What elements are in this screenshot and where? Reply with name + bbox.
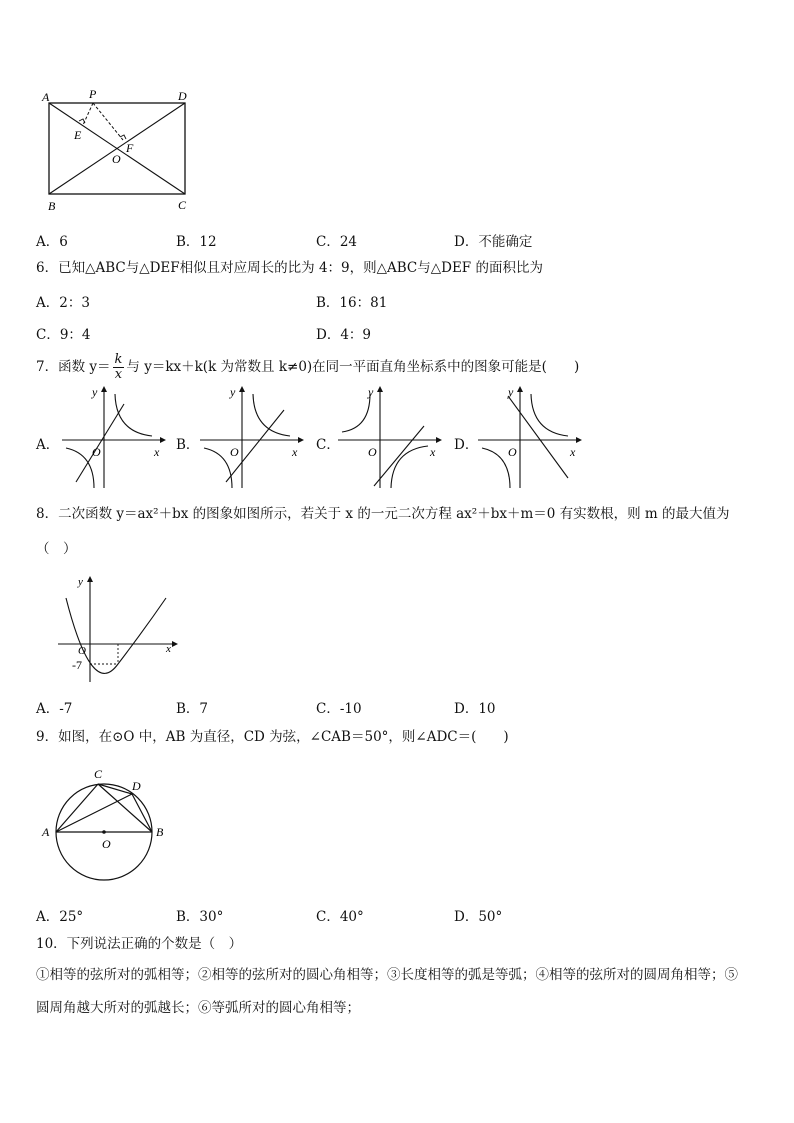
- q7-option-d-letter[interactable]: D．: [454, 437, 479, 453]
- label-o: O: [102, 837, 111, 851]
- q6-option-b[interactable]: B．16：81: [316, 295, 388, 311]
- origin-label: O: [230, 445, 239, 459]
- q8-stem-line2: （ ）: [36, 541, 77, 557]
- q6-option-a[interactable]: A．2：3: [36, 295, 90, 311]
- q9-option-d[interactable]: D．50°: [454, 909, 503, 925]
- axis-y-label: y: [368, 385, 374, 399]
- origin-label: O: [368, 445, 377, 459]
- label-p: P: [89, 87, 97, 101]
- label-d: D: [178, 89, 187, 103]
- min-value-label: -7: [72, 658, 82, 672]
- axis-y-label: y: [92, 385, 98, 399]
- chord-cb: [98, 784, 152, 832]
- line-kx-k: [76, 404, 124, 482]
- q7-stem-suffix: 与 y＝kx＋k(k 为常数且 k≠0)在同一平面直角坐标系中的图象可能是( ): [126, 359, 580, 375]
- q9-option-c[interactable]: C．40°: [316, 909, 364, 925]
- label-a: A: [42, 90, 50, 104]
- q7-option-b-letter[interactable]: B．: [176, 437, 200, 453]
- label-b: B: [48, 199, 56, 213]
- label-f: F: [126, 141, 134, 155]
- label-b: B: [156, 825, 164, 839]
- q8-option-b[interactable]: B．7: [176, 701, 209, 717]
- q5-option-c[interactable]: C．24: [316, 234, 358, 250]
- q5-option-d[interactable]: D．不能确定: [454, 234, 533, 250]
- hyperbola-branch-2: [66, 448, 94, 488]
- q7-graph-c[interactable]: [334, 382, 444, 492]
- q7-option-a-letter[interactable]: A．: [36, 437, 60, 453]
- label-c: C: [178, 198, 187, 212]
- q8-option-d[interactable]: D．10: [454, 701, 496, 717]
- q9-option-a[interactable]: A．25°: [36, 909, 84, 925]
- q10-statements-line2: 圆周角越大所对的弧越长；⑥等弧所对的圆心角相等；: [36, 1000, 360, 1016]
- label-c: C: [94, 767, 103, 781]
- q7-frac-den: x: [114, 367, 123, 382]
- q8-parabola-figure: [56, 570, 186, 690]
- axis-x-label: x: [154, 445, 160, 459]
- q10-stem: 10．下列说法正确的个数是（ ）: [36, 936, 243, 952]
- q6-option-c[interactable]: C．9：4: [36, 327, 91, 343]
- label-a: A: [42, 825, 50, 839]
- q7-graph-b[interactable]: [196, 382, 306, 492]
- axis-x-label: x: [166, 643, 171, 655]
- axis-x-label: x: [570, 445, 576, 459]
- q7-stem-prefix: 7．函数 y＝: [36, 359, 111, 375]
- q7-graph-a[interactable]: [58, 382, 168, 492]
- hyperbola-branch-1: [115, 394, 152, 436]
- q7-frac-num: k: [114, 352, 123, 367]
- chord-ad: [56, 794, 132, 832]
- q5-option-b[interactable]: B．12: [176, 234, 217, 250]
- axis-x-label: x: [430, 445, 436, 459]
- q8-stem-line1: 8．二次函数 y＝ax²＋bx 的图象如图所示，若关于 x 的一元二次方程 ax²＋bx＋m＝0 有实数根，则 m 的最大值为: [36, 506, 730, 522]
- q5-rectangle-figure: [36, 84, 206, 214]
- q7-graph-d[interactable]: [474, 382, 584, 492]
- axis-y-label: y: [230, 385, 236, 399]
- chord-db: [132, 794, 152, 832]
- q6-option-d[interactable]: D．4：9: [316, 327, 372, 343]
- origin-label: O: [78, 645, 86, 657]
- label-o: O: [112, 152, 121, 166]
- label-d: D: [132, 779, 141, 793]
- q7-stem: [36, 350, 579, 384]
- q9-option-b[interactable]: B．30°: [176, 909, 224, 925]
- axis-x-label: x: [292, 445, 298, 459]
- segment-pf: [93, 103, 123, 140]
- center-point: [102, 830, 106, 834]
- q8-option-c[interactable]: C．-10: [316, 701, 362, 717]
- right-angle-f: [120, 135, 126, 139]
- q9-stem: 9．如图，在⊙O 中，AB 为直径，CD 为弦，∠CAB＝50°，则∠ADC＝( ): [36, 729, 509, 745]
- q10-statements-line1: ①相等的弦所对的弧相等；②相等的弦所对的圆心角相等；③长度相等的弧是等弧；④相等的弦所对的圆周角相等；⑤: [36, 967, 738, 983]
- label-e: E: [74, 128, 82, 142]
- q5-option-a[interactable]: A．6: [36, 234, 68, 250]
- q9-circle-figure: [36, 762, 176, 892]
- q8-option-a[interactable]: A．-7: [36, 701, 73, 717]
- axis-y-label: y: [78, 576, 83, 588]
- q7-option-c-letter[interactable]: C．: [316, 437, 340, 453]
- origin-label: O: [508, 445, 517, 459]
- q6-stem: 6．已知△ABC与△DEF相似且对应周长的比为 4：9，则△ABC与△DEF 的面积比为: [36, 260, 543, 276]
- q7-fraction: [113, 353, 125, 382]
- axis-y-label: y: [508, 385, 514, 399]
- origin-label: O: [92, 445, 101, 459]
